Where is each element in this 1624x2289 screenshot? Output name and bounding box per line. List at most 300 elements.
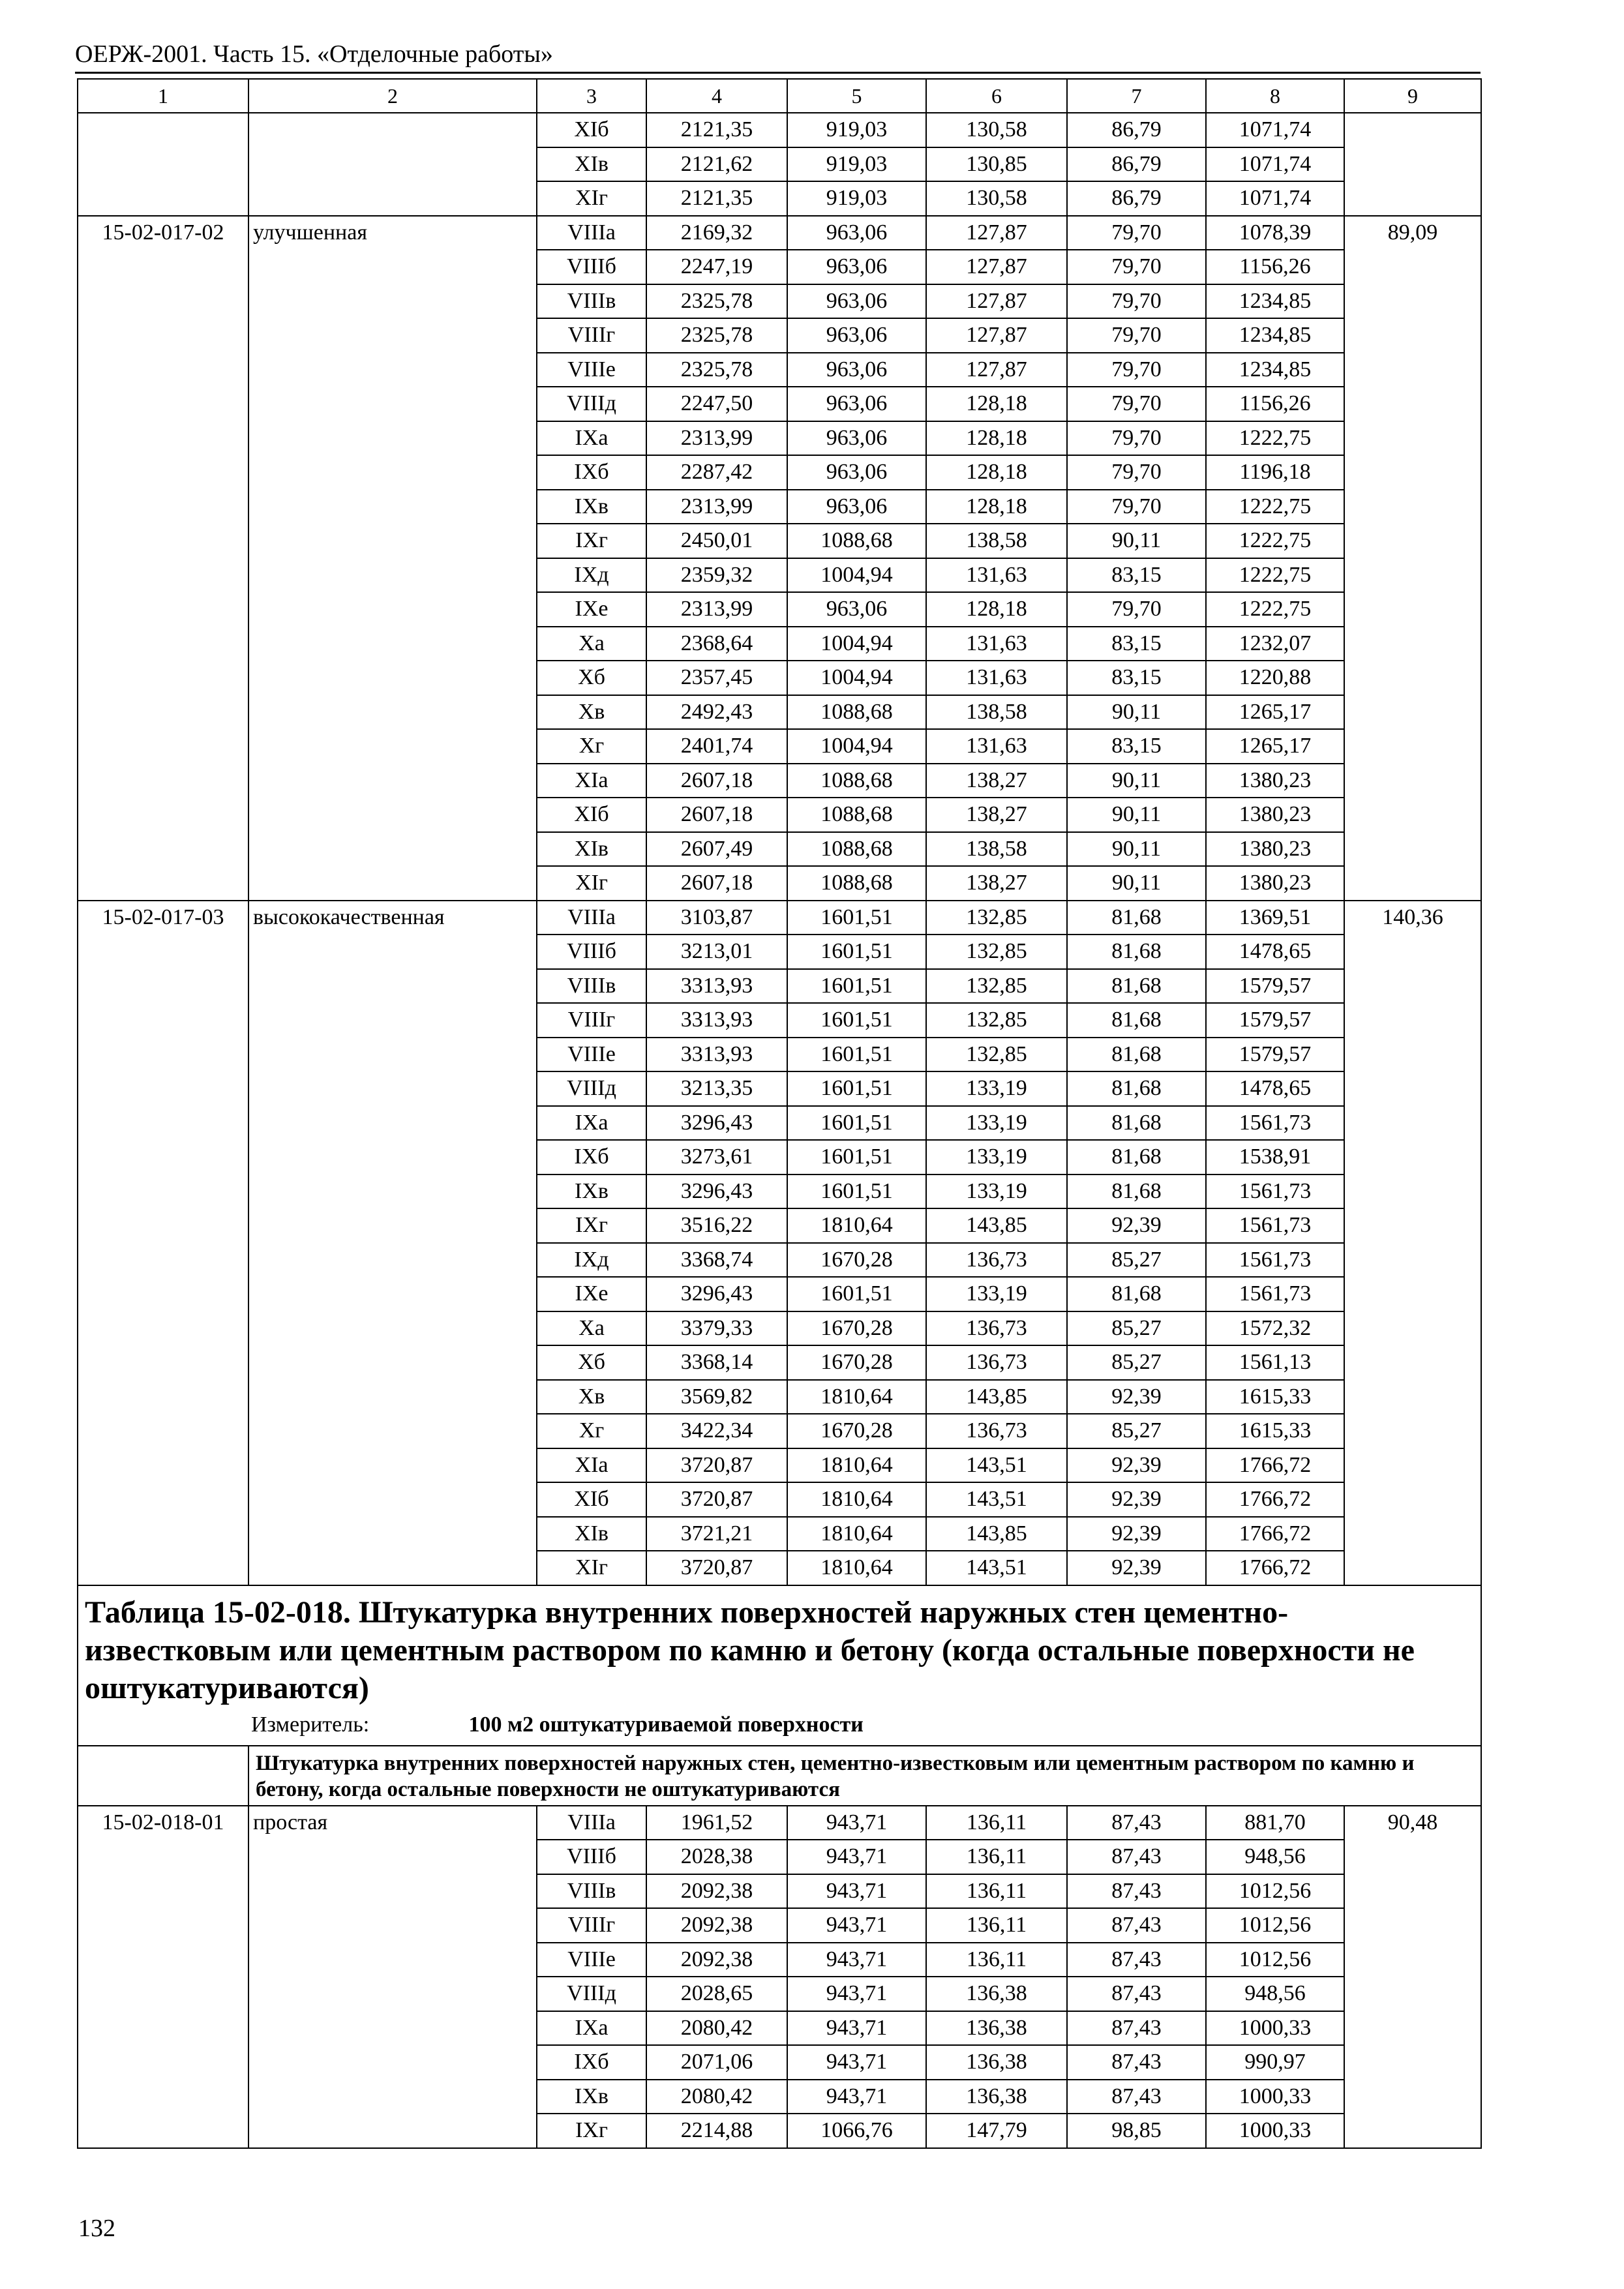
zone-cell: XIг — [537, 181, 646, 216]
total-cost-cell: 2169,32 — [646, 216, 787, 250]
labor-cost-cell: 90,48 — [1344, 1806, 1481, 2148]
machinist-wages-cell: 98,85 — [1067, 2114, 1206, 2148]
table-018-header — [78, 1585, 1481, 1806]
materials-cell: 1538,91 — [1206, 1140, 1344, 1174]
wages-cell: 963,06 — [787, 592, 926, 627]
machines-cell: 136,73 — [926, 1243, 1067, 1278]
wages-cell: 943,71 — [787, 2011, 926, 2046]
zone-cell: Xб — [537, 1345, 646, 1380]
materials-cell: 1369,51 — [1206, 901, 1344, 935]
wages-cell: 1066,76 — [787, 2114, 926, 2148]
zone-cell: VIIIг — [537, 1003, 646, 1038]
machines-cell: 136,38 — [926, 2011, 1067, 2046]
column-number-row — [78, 79, 1481, 113]
materials-cell: 1380,23 — [1206, 866, 1344, 901]
zone-cell: Xв — [537, 1380, 646, 1414]
wages-cell: 1670,28 — [787, 1414, 926, 1448]
zone-cell: IXб — [537, 455, 646, 490]
column-number: 8 — [1206, 79, 1344, 113]
machines-cell: 136,38 — [926, 2045, 1067, 2080]
total-cost-cell: 2401,74 — [646, 729, 787, 764]
materials-cell: 1071,74 — [1206, 147, 1344, 182]
materials-cell: 1156,26 — [1206, 387, 1344, 421]
materials-cell: 1766,72 — [1206, 1551, 1344, 1585]
machines-cell: 136,73 — [926, 1311, 1067, 1346]
wages-cell: 1088,68 — [787, 695, 926, 730]
total-cost-cell: 2607,18 — [646, 764, 787, 798]
wages-cell: 1088,68 — [787, 524, 926, 558]
header-rule — [75, 72, 1481, 74]
wages-cell: 1810,64 — [787, 1517, 926, 1551]
zone-cell: Xг — [537, 1414, 646, 1448]
machines-cell: 128,18 — [926, 387, 1067, 421]
total-cost-cell: 2287,42 — [646, 455, 787, 490]
column-number: 5 — [787, 79, 926, 113]
materials-cell: 1222,75 — [1206, 490, 1344, 524]
machines-cell: 138,27 — [926, 764, 1067, 798]
machines-cell: 138,58 — [926, 524, 1067, 558]
total-cost-cell: 2492,43 — [646, 695, 787, 730]
machinist-wages-cell: 92,39 — [1067, 1482, 1206, 1517]
materials-cell: 948,56 — [1206, 1840, 1344, 1874]
wages-cell: 1601,51 — [787, 969, 926, 1004]
total-cost-cell: 2368,64 — [646, 627, 787, 661]
total-cost-cell: 2325,78 — [646, 353, 787, 387]
zone-cell: XIг — [537, 866, 646, 901]
total-cost-cell: 2028,38 — [646, 1840, 787, 1874]
materials-cell: 1561,73 — [1206, 1277, 1344, 1311]
work-description: Штукатурка внутренних поверхностей наружных стен, цементно-известковым или цементным раствором по камню и бетону, когда остальные поверхности не оштукатуриваются — [248, 1746, 1481, 1806]
machines-cell: 136,73 — [926, 1345, 1067, 1380]
rate-code: 15-02-017-03 — [78, 901, 248, 1585]
table-body-part1 — [78, 79, 1481, 1585]
materials-cell: 1615,33 — [1206, 1380, 1344, 1414]
column-number: 1 — [78, 79, 248, 113]
total-cost-cell: 2121,35 — [646, 181, 787, 216]
materials-cell: 948,56 — [1206, 1977, 1344, 2011]
materials-cell: 1478,65 — [1206, 1071, 1344, 1106]
zone-cell: Xв — [537, 695, 646, 730]
machines-cell: 132,85 — [926, 935, 1067, 969]
wages-cell: 963,06 — [787, 250, 926, 284]
total-cost-cell: 3213,35 — [646, 1071, 787, 1106]
machines-cell: 133,19 — [926, 1174, 1067, 1209]
materials-cell: 1561,73 — [1206, 1243, 1344, 1278]
machines-cell: 133,19 — [926, 1071, 1067, 1106]
zone-cell: XIв — [537, 832, 646, 867]
machines-cell: 131,63 — [926, 558, 1067, 593]
total-cost-cell: 3296,43 — [646, 1174, 787, 1209]
wages-cell: 963,06 — [787, 421, 926, 456]
machines-cell: 138,27 — [926, 798, 1067, 832]
machines-cell: 131,63 — [926, 627, 1067, 661]
table-row — [78, 901, 1481, 935]
materials-cell: 1380,23 — [1206, 764, 1344, 798]
column-number: 3 — [537, 79, 646, 113]
wages-cell: 943,71 — [787, 2080, 926, 2114]
materials-cell: 1071,74 — [1206, 181, 1344, 216]
total-cost-cell: 3103,87 — [646, 901, 787, 935]
machinist-wages-cell: 81,68 — [1067, 1277, 1206, 1311]
zone-cell: VIIIд — [537, 1071, 646, 1106]
total-cost-cell: 3721,21 — [646, 1517, 787, 1551]
machinist-wages-cell: 79,70 — [1067, 387, 1206, 421]
machinist-wages-cell: 83,15 — [1067, 627, 1206, 661]
wages-cell: 1810,64 — [787, 1482, 926, 1517]
machinist-wages-cell: 81,68 — [1067, 1071, 1206, 1106]
total-cost-cell: 2092,38 — [646, 1908, 787, 1943]
materials-cell: 1000,33 — [1206, 2011, 1344, 2046]
zone-cell: IXд — [537, 1243, 646, 1278]
machinist-wages-cell: 81,68 — [1067, 901, 1206, 935]
machines-cell: 143,51 — [926, 1448, 1067, 1483]
materials-cell: 1012,56 — [1206, 1943, 1344, 1977]
machines-cell: 130,58 — [926, 181, 1067, 216]
machinist-wages-cell: 86,79 — [1067, 113, 1206, 147]
machines-cell: 143,51 — [926, 1551, 1067, 1585]
labor-cost-cell: 89,09 — [1344, 216, 1481, 901]
machines-cell: 131,63 — [926, 729, 1067, 764]
machines-cell: 132,85 — [926, 1003, 1067, 1038]
zone-cell: IXа — [537, 1106, 646, 1141]
wages-cell: 963,06 — [787, 387, 926, 421]
machines-cell: 136,11 — [926, 1806, 1067, 1840]
materials-cell: 1012,56 — [1206, 1874, 1344, 1909]
wages-cell: 1601,51 — [787, 1003, 926, 1038]
total-cost-cell: 2607,18 — [646, 866, 787, 901]
wages-cell: 1601,51 — [787, 1140, 926, 1174]
machines-cell: 132,85 — [926, 901, 1067, 935]
total-cost-cell: 1961,52 — [646, 1806, 787, 1840]
zone-cell: VIIIа — [537, 216, 646, 250]
machinist-wages-cell: 81,68 — [1067, 1140, 1206, 1174]
machinist-wages-cell: 81,68 — [1067, 1003, 1206, 1038]
machines-cell: 143,85 — [926, 1208, 1067, 1243]
column-number: 9 — [1344, 79, 1481, 113]
machinist-wages-cell: 81,68 — [1067, 1106, 1206, 1141]
materials-cell: 1561,13 — [1206, 1345, 1344, 1380]
machinist-wages-cell: 83,15 — [1067, 661, 1206, 695]
machinist-wages-cell: 87,43 — [1067, 1806, 1206, 1840]
wages-cell: 943,71 — [787, 1874, 926, 1909]
zone-cell: VIIIе — [537, 353, 646, 387]
total-cost-cell: 3313,93 — [646, 969, 787, 1004]
zone-cell: IXг — [537, 1208, 646, 1243]
zone-cell: IXг — [537, 524, 646, 558]
machines-cell: 136,11 — [926, 1908, 1067, 1943]
materials-cell: 1012,56 — [1206, 1908, 1344, 1943]
total-cost-cell: 3720,87 — [646, 1482, 787, 1517]
work-name: простая — [248, 1806, 537, 2148]
total-cost-cell: 2325,78 — [646, 284, 787, 319]
materials-cell: 1232,07 — [1206, 627, 1344, 661]
rate-code: 15-02-017-02 — [78, 216, 248, 901]
column-number: 7 — [1067, 79, 1206, 113]
materials-cell: 1222,75 — [1206, 592, 1344, 627]
zone-cell: XIа — [537, 1448, 646, 1483]
description-row — [78, 1746, 1481, 1806]
total-cost-cell: 3213,01 — [646, 935, 787, 969]
total-cost-cell: 2092,38 — [646, 1874, 787, 1909]
wages-cell: 1088,68 — [787, 798, 926, 832]
zone-cell: XIб — [537, 113, 646, 147]
zone-cell: XIг — [537, 1551, 646, 1585]
wages-cell: 1088,68 — [787, 866, 926, 901]
total-cost-cell: 3516,22 — [646, 1208, 787, 1243]
machinist-wages-cell: 85,27 — [1067, 1311, 1206, 1346]
machinist-wages-cell: 79,70 — [1067, 455, 1206, 490]
zone-cell: IXе — [537, 592, 646, 627]
total-cost-cell: 2214,88 — [646, 2114, 787, 2148]
zone-cell: VIIIг — [537, 318, 646, 353]
wages-cell: 963,06 — [787, 216, 926, 250]
machines-cell: 136,73 — [926, 1414, 1067, 1448]
materials-cell: 990,97 — [1206, 2045, 1344, 2080]
zone-cell: IXв — [537, 490, 646, 524]
materials-cell: 1380,23 — [1206, 798, 1344, 832]
wages-cell: 1601,51 — [787, 1071, 926, 1106]
labor-cost-cell: 140,36 — [1344, 901, 1481, 1585]
page-header: ОЕРЖ-2001. Часть 15. «Отделочные работы» — [75, 40, 553, 68]
table-row — [78, 113, 1481, 147]
machines-cell: 133,19 — [926, 1140, 1067, 1174]
zone-cell: VIIIб — [537, 935, 646, 969]
zone-cell: VIIIа — [537, 901, 646, 935]
total-cost-cell: 3720,87 — [646, 1551, 787, 1585]
zone-cell: XIб — [537, 1482, 646, 1517]
zone-cell: VIIIе — [537, 1038, 646, 1072]
materials-cell: 1196,18 — [1206, 455, 1344, 490]
wages-cell: 1601,51 — [787, 901, 926, 935]
table-body-part2 — [78, 1806, 1481, 2148]
zone-cell: Xа — [537, 627, 646, 661]
total-cost-cell: 2121,35 — [646, 113, 787, 147]
machines-cell: 143,85 — [926, 1517, 1067, 1551]
machinist-wages-cell: 79,70 — [1067, 592, 1206, 627]
materials-cell: 1766,72 — [1206, 1517, 1344, 1551]
machines-cell: 136,11 — [926, 1874, 1067, 1909]
wages-cell: 1670,28 — [787, 1311, 926, 1346]
machinist-wages-cell: 92,39 — [1067, 1208, 1206, 1243]
machines-cell: 127,87 — [926, 318, 1067, 353]
column-number: 2 — [248, 79, 537, 113]
wages-cell: 1670,28 — [787, 1345, 926, 1380]
meter-value: 100 м2 оштукатуриваемой поверхности — [468, 1712, 864, 1737]
materials-cell: 1234,85 — [1206, 353, 1344, 387]
machines-cell: 132,85 — [926, 1038, 1067, 1072]
materials-cell: 1000,33 — [1206, 2114, 1344, 2148]
zone-cell: XIв — [537, 1517, 646, 1551]
machinist-wages-cell: 83,15 — [1067, 558, 1206, 593]
machinist-wages-cell: 86,79 — [1067, 181, 1206, 216]
machinist-wages-cell: 81,68 — [1067, 1038, 1206, 1072]
total-cost-cell: 2607,49 — [646, 832, 787, 867]
wages-cell: 1088,68 — [787, 764, 926, 798]
machines-cell: 127,87 — [926, 353, 1067, 387]
machinist-wages-cell: 92,39 — [1067, 1551, 1206, 1585]
machinist-wages-cell: 81,68 — [1067, 935, 1206, 969]
page-number: 132 — [78, 2215, 115, 2242]
machines-cell: 136,38 — [926, 2080, 1067, 2114]
machines-cell: 143,85 — [926, 1380, 1067, 1414]
machines-cell: 143,51 — [926, 1482, 1067, 1517]
zone-cell: VIIIв — [537, 284, 646, 319]
wages-cell: 1670,28 — [787, 1243, 926, 1278]
labor-cost-cell — [1344, 113, 1481, 216]
materials-cell: 881,70 — [1206, 1806, 1344, 1840]
description-spacer — [78, 1746, 248, 1806]
zone-cell: VIIIа — [537, 1806, 646, 1840]
wages-cell: 963,06 — [787, 490, 926, 524]
wages-cell: 1601,51 — [787, 1277, 926, 1311]
machines-cell: 128,18 — [926, 421, 1067, 456]
materials-cell: 1766,72 — [1206, 1482, 1344, 1517]
zone-cell: VIIIд — [537, 1977, 646, 2011]
machines-cell: 130,58 — [926, 113, 1067, 147]
machinist-wages-cell: 79,70 — [1067, 250, 1206, 284]
materials-cell: 1561,73 — [1206, 1208, 1344, 1243]
machinist-wages-cell: 87,43 — [1067, 1908, 1206, 1943]
zone-cell: Xа — [537, 1311, 646, 1346]
table-row — [78, 216, 1481, 250]
materials-cell: 1234,85 — [1206, 284, 1344, 319]
total-cost-cell: 2080,42 — [646, 2011, 787, 2046]
machinist-wages-cell: 90,11 — [1067, 866, 1206, 901]
materials-cell: 1222,75 — [1206, 524, 1344, 558]
materials-cell: 1579,57 — [1206, 1038, 1344, 1072]
materials-cell: 1220,88 — [1206, 661, 1344, 695]
materials-cell: 1615,33 — [1206, 1414, 1344, 1448]
zone-cell: IXб — [537, 2045, 646, 2080]
zone-cell: VIIIе — [537, 1943, 646, 1977]
total-cost-cell: 3569,82 — [646, 1380, 787, 1414]
table-title-cell — [78, 1585, 1481, 1746]
machinist-wages-cell: 85,27 — [1067, 1345, 1206, 1380]
machinist-wages-cell: 83,15 — [1067, 729, 1206, 764]
total-cost-cell: 3379,33 — [646, 1311, 787, 1346]
wages-cell: 963,06 — [787, 455, 926, 490]
wages-cell: 963,06 — [787, 353, 926, 387]
wages-cell: 943,71 — [787, 1943, 926, 1977]
wages-cell: 1601,51 — [787, 1106, 926, 1141]
wages-cell: 1810,64 — [787, 1551, 926, 1585]
machinist-wages-cell: 87,43 — [1067, 1943, 1206, 1977]
machines-cell: 128,18 — [926, 455, 1067, 490]
machines-cell: 127,87 — [926, 284, 1067, 319]
zone-cell: IXа — [537, 421, 646, 456]
zone-cell: VIIIб — [537, 250, 646, 284]
machinist-wages-cell: 90,11 — [1067, 524, 1206, 558]
machinist-wages-cell: 92,39 — [1067, 1380, 1206, 1414]
machinist-wages-cell: 87,43 — [1067, 1977, 1206, 2011]
total-cost-cell: 3720,87 — [646, 1448, 787, 1483]
machinist-wages-cell: 79,70 — [1067, 318, 1206, 353]
machinist-wages-cell: 87,43 — [1067, 1840, 1206, 1874]
table-title: Таблица 15-02-018. Штукатурка внутренних поверхностей наружных стен цементно-известковым или цементным раствором по камню и бетону (когда остальные поверхности не оштукатуриваются) — [85, 1594, 1415, 1705]
materials-cell: 1222,75 — [1206, 558, 1344, 593]
zone-cell: VIIIв — [537, 1874, 646, 1909]
total-cost-cell: 2325,78 — [646, 318, 787, 353]
machinist-wages-cell: 92,39 — [1067, 1517, 1206, 1551]
machinist-wages-cell: 79,70 — [1067, 284, 1206, 319]
zone-cell: Xб — [537, 661, 646, 695]
machinist-wages-cell: 85,27 — [1067, 1243, 1206, 1278]
wages-cell: 943,71 — [787, 2045, 926, 2080]
meter-line — [85, 1711, 1474, 1739]
wages-cell: 1088,68 — [787, 832, 926, 867]
wages-cell: 919,03 — [787, 147, 926, 182]
total-cost-cell: 3368,74 — [646, 1243, 787, 1278]
machinist-wages-cell: 90,11 — [1067, 798, 1206, 832]
materials-cell: 1265,17 — [1206, 729, 1344, 764]
zone-cell: XIб — [537, 798, 646, 832]
machinist-wages-cell: 92,39 — [1067, 1448, 1206, 1483]
wages-cell: 1004,94 — [787, 661, 926, 695]
total-cost-cell: 2359,32 — [646, 558, 787, 593]
table-title-row — [78, 1585, 1481, 1746]
zone-cell: IXд — [537, 558, 646, 593]
total-cost-cell: 3368,14 — [646, 1345, 787, 1380]
machinist-wages-cell: 90,11 — [1067, 832, 1206, 867]
machinist-wages-cell: 81,68 — [1067, 969, 1206, 1004]
wages-cell: 943,71 — [787, 1806, 926, 1840]
machines-cell: 130,85 — [926, 147, 1067, 182]
total-cost-cell: 2313,99 — [646, 490, 787, 524]
wages-cell: 919,03 — [787, 181, 926, 216]
machines-cell: 136,11 — [926, 1840, 1067, 1874]
work-name — [248, 113, 537, 216]
machinist-wages-cell: 87,43 — [1067, 2045, 1206, 2080]
machinist-wages-cell: 87,43 — [1067, 2080, 1206, 2114]
materials-cell: 1156,26 — [1206, 250, 1344, 284]
machines-cell: 128,18 — [926, 490, 1067, 524]
total-cost-cell: 2071,06 — [646, 2045, 787, 2080]
machines-cell: 147,79 — [926, 2114, 1067, 2148]
total-cost-cell: 2450,01 — [646, 524, 787, 558]
machinist-wages-cell: 79,70 — [1067, 216, 1206, 250]
total-cost-cell: 2121,62 — [646, 147, 787, 182]
total-cost-cell: 2313,99 — [646, 421, 787, 456]
materials-cell: 1579,57 — [1206, 969, 1344, 1004]
rate-code — [78, 113, 248, 216]
machines-cell: 131,63 — [926, 661, 1067, 695]
machinist-wages-cell: 85,27 — [1067, 1414, 1206, 1448]
materials-cell: 1222,75 — [1206, 421, 1344, 456]
zone-cell: IXе — [537, 1277, 646, 1311]
wages-cell: 943,71 — [787, 1908, 926, 1943]
materials-cell: 1561,73 — [1206, 1174, 1344, 1209]
total-cost-cell: 2092,38 — [646, 1943, 787, 1977]
column-number: 6 — [926, 79, 1067, 113]
zone-cell: Xг — [537, 729, 646, 764]
wages-cell: 1004,94 — [787, 729, 926, 764]
wages-cell: 1601,51 — [787, 935, 926, 969]
machines-cell: 138,58 — [926, 832, 1067, 867]
total-cost-cell: 3313,93 — [646, 1038, 787, 1072]
materials-cell: 1561,73 — [1206, 1106, 1344, 1141]
zone-cell: IXг — [537, 2114, 646, 2148]
zone-cell: IXв — [537, 2080, 646, 2114]
rates-table — [77, 78, 1482, 2149]
machinist-wages-cell: 90,11 — [1067, 764, 1206, 798]
machines-cell: 136,11 — [926, 1943, 1067, 1977]
materials-cell: 1071,74 — [1206, 113, 1344, 147]
meter-label: Измеритель: — [251, 1712, 370, 1737]
machines-cell: 138,58 — [926, 695, 1067, 730]
machines-cell: 127,87 — [926, 216, 1067, 250]
machinist-wages-cell: 90,11 — [1067, 695, 1206, 730]
zone-cell: XIа — [537, 764, 646, 798]
